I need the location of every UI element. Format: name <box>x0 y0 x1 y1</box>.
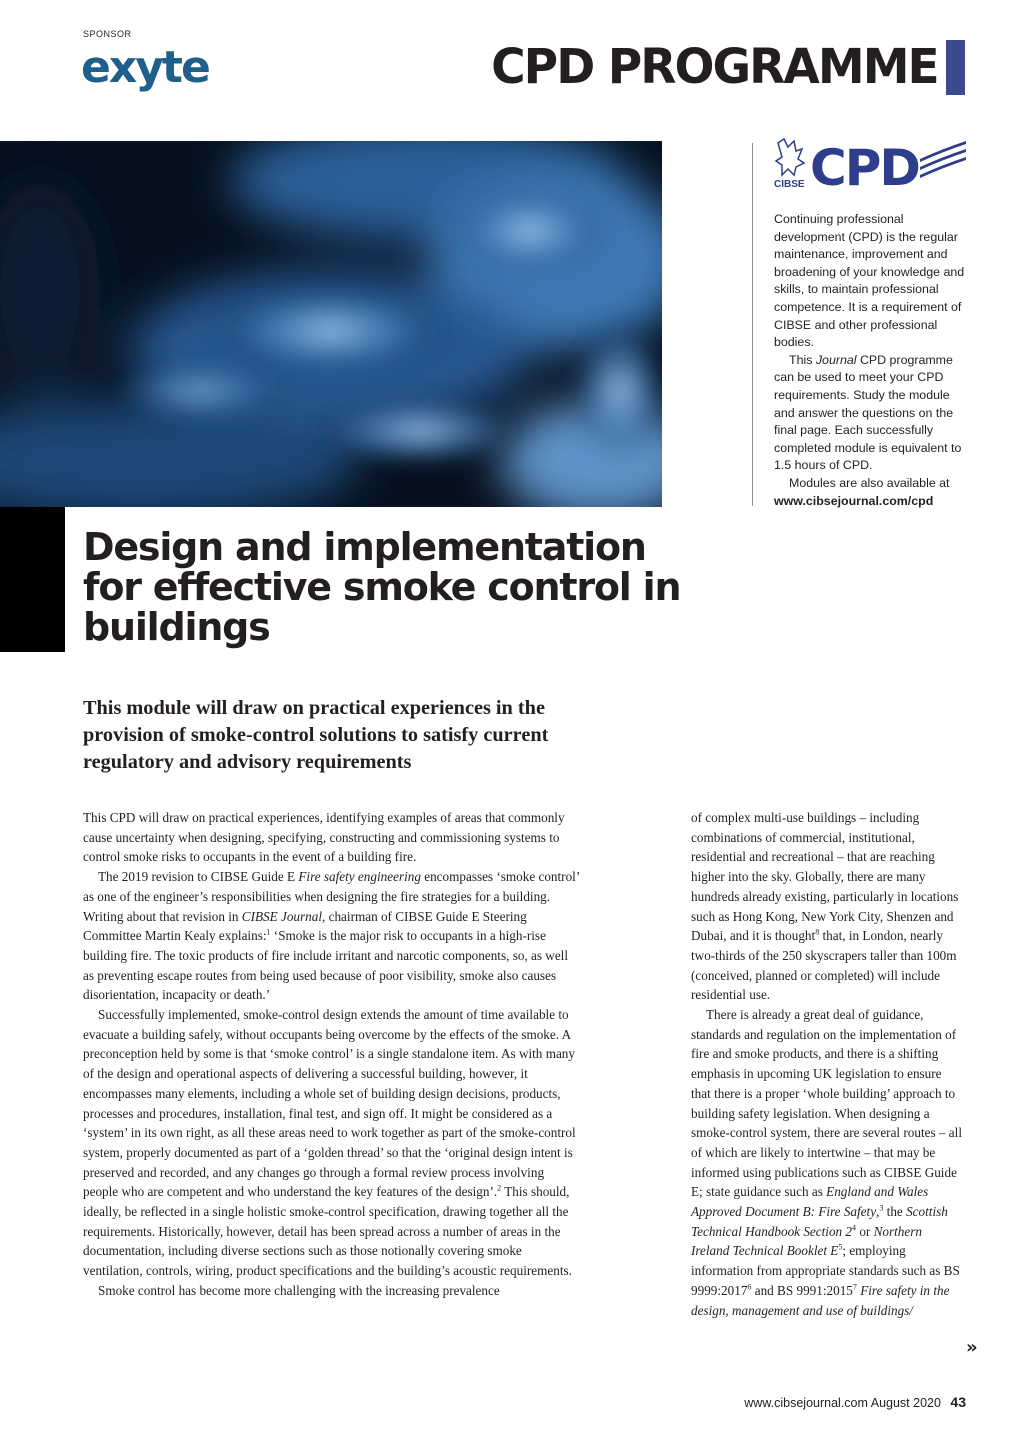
header-accent-bar <box>946 40 965 95</box>
body-paragraph: Successfully implemented, smoke-control design extends the amount of time available to evacuate a building safely, without occupants being overcome by the effects of the smoke. A preconception held by some is that ‘smoke control’ is a single standalone item. As with many of the design and operational aspects of delivering a successful building, however, it encompasses many elements, including a whole set of building design decisions, products, processes and procedures, installation, final test, and sign off. It might be considered as a ‘system’ in its own right, as all these areas need to work together as part of the smoke-control system, properly documented as part of a ‘golden thread’ so that the ‘original design intent is preserved and recorded, and any changes go through a formal review process involving people who are competent and who understand the key features of the design’.$^2$ This should, ideally, be reflected in a single holistic smoke-control specification, drawing together all the requirements. Historically, however, detail has been spread across a number of areas in the documentation, including diverse sections such as those notionally covering smoke ventilation, controls, wiring, product specifications and the building’s acoustic requirements. <box>83 1007 576 1279</box>
cpd-modules-link[interactable]: www.cibsejournal.com/cpd <box>774 493 934 508</box>
smoke-hero-image <box>0 141 662 507</box>
cpd-intro <box>774 211 966 510</box>
article-title: Design and implementation for effective smoke control in buildings <box>83 525 681 649</box>
page-number: 43 <box>950 1394 966 1410</box>
cibse-cpd-logo <box>772 135 968 193</box>
article-standfirst: This module will draw on practical experiences in the provision of smoke-control solutions to satisfy current regulatory and advisory requirements <box>83 697 549 773</box>
body-paragraph: This CPD will draw on practical experiences, identifying examples of areas that commonly cause uncertainty when designing, specifying, constructing and commissioning systems to control smoke risks to occupants in the event of a building fire. <box>83 810 565 865</box>
exyte-logo <box>81 44 231 104</box>
sidebar-divider <box>752 143 753 506</box>
exyte-logo-text: exyte <box>81 44 209 93</box>
cpd-logo-text: CPD <box>810 139 919 193</box>
body-column-right <box>691 808 963 1320</box>
sponsor-label: SPONSOR <box>83 29 132 39</box>
title-black-bar <box>0 507 65 652</box>
cpd-intro-paragraph-2: This Journal CPD programme can be used to meet your CPD requirements. Study the module and answer the questions on the final page. Each successfully completed module is equivalent to 1.5 hours of CPD. <box>774 352 962 473</box>
body-paragraph: of complex multi-use buildings – including combinations of commercial, institutional, residential and recreational – that are reaching higher into the sky. Globally, there are many hundreds already existing, particularly in locations such as Hong Kong, New York City, Shenzen and Dubai, and it is thought$^8$ that, in London, nearly two-thirds of the 250 skyscrapers taller than 100m (conceived, planned or completed) will include residential use. <box>691 810 959 1003</box>
cibse-logo-text: CIBSE <box>774 179 805 190</box>
footer-url[interactable]: www.cibsejournal.com <box>744 1396 868 1410</box>
cpd-intro-paragraph-3: Modules are also available at <box>789 475 950 490</box>
footer-issue: August 2020 <box>870 1396 941 1410</box>
body-paragraph: Smoke control has become more challenging with the increasing prevalence <box>98 1282 500 1298</box>
cpd-intro-paragraph-1: Continuing professional development (CPD) is the regular maintenance, improvement and broadening of your knowledge and skills, to maintain professional competence. It is a requirement of CIBSE and other professional bodies. <box>774 212 965 350</box>
body-paragraph: There is already a great deal of guidance, standards and regulation on the implementation of fire and smoke products, and there is a shifting emphasis in upcoming UK legislation to ensure that there is a proper ‘whole building’ approach to building safety legislation. When designing a smoke-control system, there are several routes – all of which are likely to intertwine – that may be informed using publications such as CIBSE Guide E; state guidance such as England and Wales Approved Document B: Fire Safety,$^3$ the Scottish Technical Handbook Section $2^4$ or Northern Ireland Technical Booklet $E^5$; employing information from appropriate standards such as BS 9999:2017$^6$ and BS 9991:2015$^7$ Fire safety in the design, management and use of buildings/ <box>691 1007 962 1318</box>
continue-arrow-icon: » <box>966 1337 978 1358</box>
body-paragraph: The 2019 revision to CIBSE Guide E Fire safety engineering encompasses ‘smoke control’ as one of the engineer’s responsibilities when designing the fire strategies for a building. Writing about that revision in CIBSE Journal, chairman of CIBSE Guide E Steering Committee Martin Kealy explains:$^1$ ‘Smoke is the major risk to occupants in a high-rise building fire. The toxic products of fire include irritant and narcotic components, so, as well as preventing escape routes from being used because of poor visibility, smoke also causes disorientation, incapacity or death.’ <box>83 869 580 1003</box>
body-column-left <box>83 808 581 1301</box>
page-footer <box>744 1394 966 1410</box>
section-title: CPD PROGRAMME <box>491 39 938 95</box>
